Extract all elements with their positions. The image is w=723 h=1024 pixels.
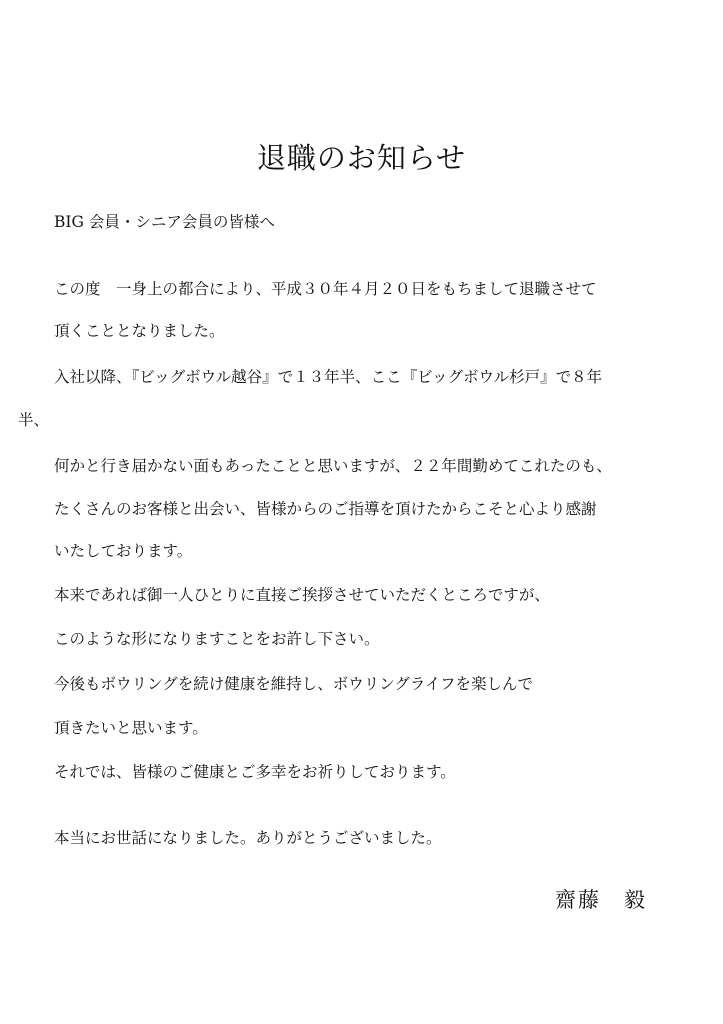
page-title: 退職のお知らせ xyxy=(256,141,467,175)
body-line-10: 今後もボウリングを続け健康を維持し、ボウリングライフを楽しんで xyxy=(54,675,533,693)
body-line-8: 本来であれば御一人ひとりに直接ご挨拶させていただくところですが、 xyxy=(54,586,550,604)
body-line-4: 半、 xyxy=(18,411,50,429)
body-line-12: それでは、皆様のご健康とご多幸をお祈りしております。 xyxy=(54,763,456,781)
body-line-6: たくさんのお客様と出会い、皆様からのご指導を頂けたからこそと心より感謝 xyxy=(54,500,597,518)
body-line-9: このような形になりますことをお許し下さい。 xyxy=(54,630,380,648)
salutation: BIG 会員・シニア会員の皆様へ xyxy=(54,213,275,231)
body-line-3: 入社以降、『ビッグボウル越谷』で１３年半、ここ『ビッグボウル杉戸』で８年 xyxy=(54,368,603,386)
closing-line: 本当にお世話になりました。ありがとうございました。 xyxy=(54,829,442,847)
body-line-5: 何かと行き届かない面もあったことと思いますが、２２年間勤めてこれたのも、 xyxy=(54,457,612,475)
body-line-7: いたしております。 xyxy=(54,542,193,560)
body-line-11: 頂きたいと思います。 xyxy=(54,719,208,737)
body-line-2: 頂くこととなりました。 xyxy=(54,322,225,340)
signature: 齋藤 毅 xyxy=(555,888,647,912)
body-line-1: この度 一身上の都合により、平成３０年４月２０日をもちまして退職させて xyxy=(54,280,597,298)
